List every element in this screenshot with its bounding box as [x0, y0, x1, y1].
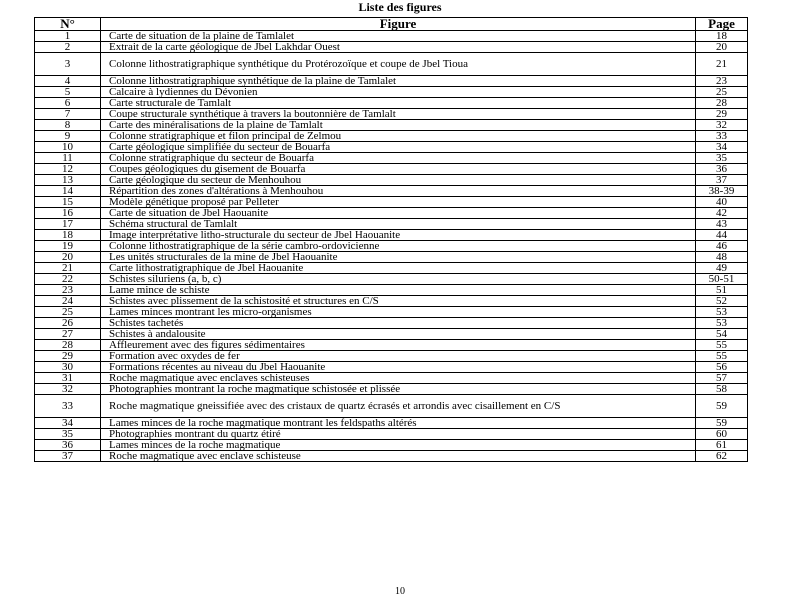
- figure-title: Carte structurale de Tamlalt: [101, 98, 696, 109]
- table-row: [35, 186, 748, 197]
- figure-number: 25: [35, 307, 101, 318]
- figure-page: 42: [696, 208, 748, 219]
- table-row: [35, 219, 748, 230]
- figure-number: 5: [35, 87, 101, 98]
- table-row: [35, 230, 748, 241]
- figure-page: 50-51: [696, 274, 748, 285]
- table-row: [35, 418, 748, 429]
- table-row: [35, 109, 748, 120]
- table-row: [35, 451, 748, 462]
- figure-page: 32: [696, 120, 748, 131]
- figure-number: 1: [35, 31, 101, 42]
- figure-page: 51: [696, 285, 748, 296]
- table-row: [35, 142, 748, 153]
- figure-page: 57: [696, 373, 748, 384]
- figure-page: 61: [696, 440, 748, 451]
- figure-number: 24: [35, 296, 101, 307]
- figure-number: 16: [35, 208, 101, 219]
- figure-number: 29: [35, 351, 101, 362]
- table-row: [35, 440, 748, 451]
- figure-number: 6: [35, 98, 101, 109]
- figure-title: Calcaire à lydiennes du Dévonien: [101, 87, 696, 98]
- header-page: Page: [696, 18, 748, 31]
- figure-page: 23: [696, 76, 748, 87]
- figure-number: 20: [35, 252, 101, 263]
- figure-title: Carte de situation de Jbel Haouanite: [101, 208, 696, 219]
- table-row: [35, 241, 748, 252]
- header-number: N°: [35, 18, 101, 31]
- figure-number: 26: [35, 318, 101, 329]
- figure-page: 37: [696, 175, 748, 186]
- figure-page: 21: [696, 53, 748, 76]
- figure-title: Schistes avec plissement de la schistosité et structures en C/S: [101, 296, 696, 307]
- figure-number: 8: [35, 120, 101, 131]
- table-row: [35, 153, 748, 164]
- figure-number: 35: [35, 429, 101, 440]
- figure-page: 35: [696, 153, 748, 164]
- figure-title: Formation avec oxydes de fer: [101, 351, 696, 362]
- figure-title: Colonne lithostratigraphique synthétique de la plaine de Tamlalet: [101, 76, 696, 87]
- figure-number: 15: [35, 197, 101, 208]
- figure-number: 28: [35, 340, 101, 351]
- figure-page: 38-39: [696, 186, 748, 197]
- figure-page: 60: [696, 429, 748, 440]
- figure-page: 36: [696, 164, 748, 175]
- figure-title: Carte de situation de la plaine de Tamlalet: [101, 31, 696, 42]
- figure-page: 58: [696, 384, 748, 395]
- figure-page: 28: [696, 98, 748, 109]
- figure-number: 34: [35, 418, 101, 429]
- table-row: [35, 53, 748, 76]
- figure-page: 62: [696, 451, 748, 462]
- figure-page: 48: [696, 252, 748, 263]
- figure-page: 18: [696, 31, 748, 42]
- figure-page: 46: [696, 241, 748, 252]
- figure-number: 23: [35, 285, 101, 296]
- figure-title: Affleurement avec des figures sédimentaires: [101, 340, 696, 351]
- figure-page: 55: [696, 351, 748, 362]
- table-row: [35, 76, 748, 87]
- figure-title: Photographies montrant du quartz étiré: [101, 429, 696, 440]
- figure-page: 33: [696, 131, 748, 142]
- table-body: [35, 31, 748, 462]
- figure-title: Lames minces de la roche magmatique: [101, 440, 696, 451]
- figure-title: Roche magmatique avec enclave schisteuse: [101, 451, 696, 462]
- figure-title: Coupes géologiques du gisement de Bouarfa: [101, 164, 696, 175]
- figures-table: [34, 17, 748, 462]
- figure-number: 22: [35, 274, 101, 285]
- figure-title: Modèle génétique proposé par Pelleter: [101, 197, 696, 208]
- table-row: [35, 42, 748, 53]
- figure-number: 36: [35, 440, 101, 451]
- figure-page: 52: [696, 296, 748, 307]
- figure-number: 32: [35, 384, 101, 395]
- figure-page: 56: [696, 362, 748, 373]
- figure-page: 25: [696, 87, 748, 98]
- figure-title: Colonne lithostratigraphique synthétique du Protérozoïque et coupe de Jbel Tioua: [101, 53, 696, 76]
- figure-page: 20: [696, 42, 748, 53]
- table-row: [35, 175, 748, 186]
- figure-title: Formations récentes au niveau du Jbel Haouanite: [101, 362, 696, 373]
- figure-number: 30: [35, 362, 101, 373]
- figure-title: Lames minces de la roche magmatique montrant les feldspaths altérés: [101, 418, 696, 429]
- table-row: [35, 307, 748, 318]
- figure-page: 55: [696, 340, 748, 351]
- table-row: [35, 263, 748, 274]
- figure-number: 7: [35, 109, 101, 120]
- figure-title: Répartition des zones d'altérations à Menhouhou: [101, 186, 696, 197]
- figure-number: 33: [35, 395, 101, 418]
- figure-number: 31: [35, 373, 101, 384]
- table-header-row: [35, 18, 748, 31]
- figure-title: Image interprétative litho-structurale du secteur de Jbel Haouanite: [101, 230, 696, 241]
- figure-title: Colonne lithostratigraphique de la série cambro-ordovicienne: [101, 241, 696, 252]
- table-row: [35, 329, 748, 340]
- figure-title: Extrait de la carte géologique de Jbel Lakhdar Ouest: [101, 42, 696, 53]
- figure-number: 9: [35, 131, 101, 142]
- figure-number: 2: [35, 42, 101, 53]
- figure-number: 17: [35, 219, 101, 230]
- table-row: [35, 429, 748, 440]
- figure-page: 53: [696, 307, 748, 318]
- figure-number: 21: [35, 263, 101, 274]
- table-row: [35, 362, 748, 373]
- figure-page: 43: [696, 219, 748, 230]
- figure-page: 49: [696, 263, 748, 274]
- figure-title: Carte géologique simplifiée du secteur de Bouarfa: [101, 142, 696, 153]
- table-row: [35, 395, 748, 418]
- table-row: [35, 296, 748, 307]
- figure-page: 34: [696, 142, 748, 153]
- table-row: [35, 274, 748, 285]
- figure-page: 29: [696, 109, 748, 120]
- figure-number: 19: [35, 241, 101, 252]
- figure-title: Lames minces montrant les micro-organismes: [101, 307, 696, 318]
- figure-number: 4: [35, 76, 101, 87]
- figure-title: Carte géologique du secteur de Menhouhou: [101, 175, 696, 186]
- page-title: Liste des figures: [358, 0, 442, 14]
- figure-title: Schistes siluriens (a, b, c): [101, 274, 696, 285]
- figure-page: 53: [696, 318, 748, 329]
- table-row: [35, 164, 748, 175]
- figure-page: 59: [696, 418, 748, 429]
- figure-title: Roche magmatique gneissifiée avec des cristaux de quartz écrasés et arrondis avec cisaillement en C/S: [101, 395, 696, 418]
- table-row: [35, 318, 748, 329]
- table-row: [35, 197, 748, 208]
- figure-page: 44: [696, 230, 748, 241]
- header-figure: Figure: [101, 18, 696, 31]
- table-row: [35, 285, 748, 296]
- figure-number: 13: [35, 175, 101, 186]
- table-row: [35, 340, 748, 351]
- figure-page: 40: [696, 197, 748, 208]
- figure-number: 12: [35, 164, 101, 175]
- figure-number: 37: [35, 451, 101, 462]
- table-row: [35, 252, 748, 263]
- figure-title: Lame mince de schiste: [101, 285, 696, 296]
- figure-number: 10: [35, 142, 101, 153]
- figure-title: Les unités structurales de la mine de Jbel Haouanite: [101, 252, 696, 263]
- figure-title: Roche magmatique avec enclaves schisteuses: [101, 373, 696, 384]
- figure-number: 11: [35, 153, 101, 164]
- table-row: [35, 373, 748, 384]
- page-number: 10: [395, 586, 405, 597]
- table-row: [35, 31, 748, 42]
- figure-title: Coupe structurale synthétique à travers la boutonnière de Tamlalt: [101, 109, 696, 120]
- figure-title: Photographies montrant la roche magmatique schistosée et plissée: [101, 384, 696, 395]
- figure-number: 18: [35, 230, 101, 241]
- figure-number: 3: [35, 53, 101, 76]
- table-row: [35, 120, 748, 131]
- figure-page: 59: [696, 395, 748, 418]
- figure-title: Schistes à andalousite: [101, 329, 696, 340]
- figure-number: 14: [35, 186, 101, 197]
- table-row: [35, 384, 748, 395]
- table-row: [35, 98, 748, 109]
- table-row: [35, 351, 748, 362]
- figure-page: 54: [696, 329, 748, 340]
- table-row: [35, 131, 748, 142]
- figure-title: Carte lithostratigraphique de Jbel Haouanite: [101, 263, 696, 274]
- figure-number: 27: [35, 329, 101, 340]
- figure-title: Schéma structural de Tamlalt: [101, 219, 696, 230]
- figure-title: Schistes tachetés: [101, 318, 696, 329]
- figure-title: Colonne stratigraphique du secteur de Bouarfa: [101, 153, 696, 164]
- figure-title: Carte des minéralisations de la plaine de Tamlalt: [101, 120, 696, 131]
- table-row: [35, 208, 748, 219]
- figure-title: Colonne stratigraphique et filon principal de Zelmou: [101, 131, 696, 142]
- table-row: [35, 87, 748, 98]
